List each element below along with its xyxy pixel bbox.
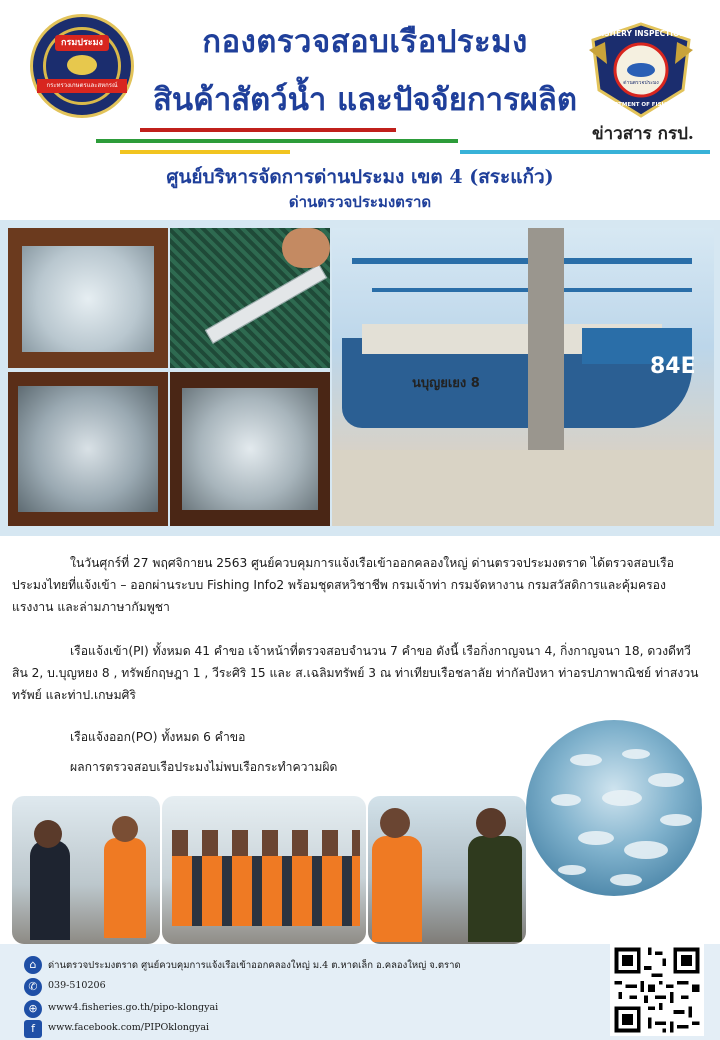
right-logo-top-text: FISHERY INSPECTION xyxy=(596,29,686,38)
phone-icon: ✆ xyxy=(24,978,42,996)
footer-facebook[interactable]: www.facebook.com/PIPOklongyai xyxy=(48,1022,210,1033)
photo-group-of-crew xyxy=(162,796,366,944)
photo-inspector-with-worker xyxy=(12,796,160,944)
article-paragraph-1: ในวันศุกร์ที่ 27 พฤศจิกายน 2563 ศูนย์ควบคุมการแจ้งเรือเข้าออกคลองใหญ่ ด่านตรวจประมงตราด ได้ตรวจสอบเรือประมงไทยที่แจ้งเข้า – ออกผ่านระบบ Fishing Info2 พร้อมชุดสหวิชาชีพ กรมเจ้าท่า กรมจัดหางาน กรมสวัสดิการและคุ้มครองแรงงาน และล่ามภาษากัมพูชา xyxy=(12,556,674,614)
photo-fish-tray-1 xyxy=(8,228,168,368)
photo-band xyxy=(0,220,720,536)
photo-fish-tray-2 xyxy=(8,372,168,526)
photo-fishing-boat xyxy=(332,228,714,526)
photo-caliper-net xyxy=(170,228,330,368)
article-paragraph-2: เรือแจ้งเข้า(PI) ทั้งหมด 41 คำขอ เจ้าหน้าที่ตรวจสอบจำนวน 7 คำขอ ดังนี้ เรือกิ่งกาญจนา 4, กิ่งกาญจนา 18, ดวงดีทวีสิน 2, บ.บุญหยง 8 , ทรัพย์กฤษฎา 1 , วีระศิริ 15 และ ส.เฉลิมทรัพย์ 3 ณ ท่าเทียบเรือชลาลัย ท่ากัลปังหา ท่าอรปภาพาณิชย์ ท่าสงวนทรัพย์ และท่าป.เกษมศิริ xyxy=(12,644,699,702)
right-logo-bottom-text: DEPARTMENT OF FISHERIES xyxy=(598,102,684,108)
logo-bottom-text: กระทรวงเกษตรและสหกรณ์ xyxy=(37,79,127,93)
center-title: ศูนย์บริหารจัดการด่านประมง เขต 4 (สระแก้ว) xyxy=(166,166,554,188)
photo-fish-tray-3 xyxy=(170,372,330,526)
logo-top-text: กรมประมง xyxy=(55,35,109,51)
center-subtitle: ด่านตรวจประมงตราด xyxy=(288,193,432,211)
boat-name: นบุญยเยง 8 xyxy=(412,376,480,391)
footer-phone: 039-510206 xyxy=(48,980,106,991)
divider-yellow xyxy=(120,150,290,154)
main-title-line-1: กองตรวจสอบเรือประมง xyxy=(202,24,528,60)
footer-website[interactable]: www4.fisheries.go.th/pipo-klongyai xyxy=(48,1002,219,1013)
fish-emblem-icon xyxy=(67,55,97,75)
department-of-fisheries-logo xyxy=(30,14,134,118)
footer-address: ด่านตรวจประมงตราด ศูนย์ควบคุมการแจ้งเรือเข้าออกคลองใหญ่ ม.4 ต.หาดเล็ก อ.คลองใหญ่ จ.ตราด xyxy=(48,960,461,971)
fish-school-illustration xyxy=(526,720,702,896)
fish-school-image xyxy=(526,720,702,896)
article-paragraph-3: เรือแจ้งออก(PO) ทั้งหมด 6 คำขอ xyxy=(70,730,246,744)
globe-icon: ⊕ xyxy=(24,1000,42,1018)
home-icon: ⌂ xyxy=(24,956,42,974)
divider-cyan xyxy=(460,150,710,154)
header xyxy=(0,0,720,220)
news-tag: ข่าวสาร กรป. xyxy=(592,124,694,144)
facebook-icon: f xyxy=(24,1020,42,1038)
photo-inspector-checking-fish xyxy=(368,796,526,944)
fishery-inspection-logo xyxy=(585,20,697,120)
boat-hull-label: 84E xyxy=(650,354,696,379)
divider-green xyxy=(96,139,458,143)
qr-code xyxy=(610,944,704,1036)
right-logo-center-text: ด่านตรวจประมง xyxy=(623,80,659,86)
main-title-line-2: สินค้าสัตว์น้ำ และปัจจัยการผลิต xyxy=(152,82,578,118)
article-paragraph-4: ผลการตรวจสอบเรือประมงไม่พบเรือกระทำความผิด xyxy=(70,760,338,774)
divider-red xyxy=(140,128,396,132)
